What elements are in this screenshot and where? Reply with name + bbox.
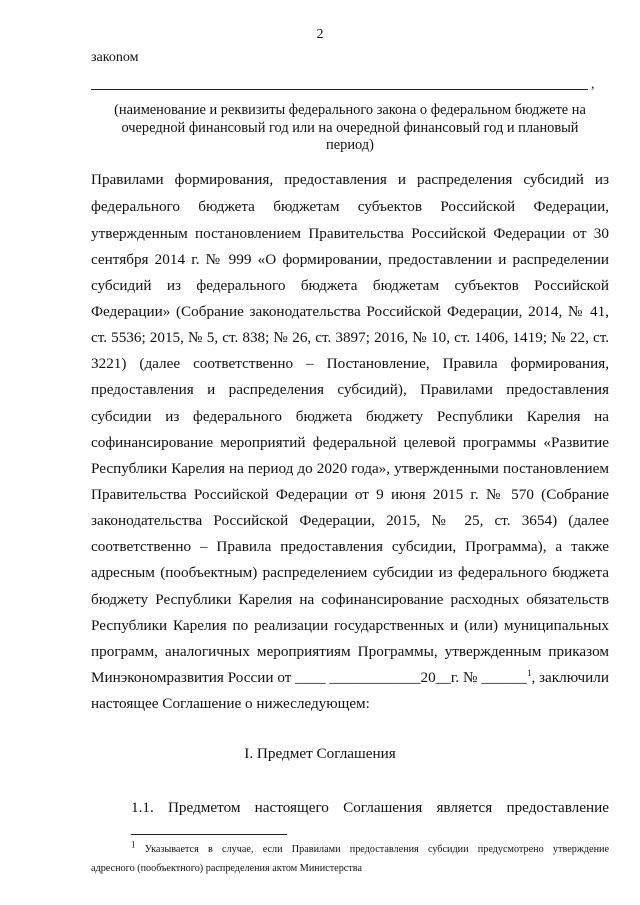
body-line: Правительства Российской Федерации от 9 июня 2015 г. № 570 (Собрание <box>91 486 609 503</box>
order-line-prefix: Минэкономразвития России от ____ ____________20__г. № ______ <box>91 669 527 686</box>
body-line: сентября 2014 г. № 999 «О формировании, предоставлении и распределении <box>91 251 609 268</box>
body-line: 3221) (далее соответственно – Постановление, Правила формирования, <box>91 355 609 372</box>
law-name-caption <box>91 102 609 155</box>
footnote-marker: 1 <box>131 839 136 850</box>
blank-line-comma: , <box>591 77 595 92</box>
footnote-reference: 1 <box>526 667 532 678</box>
footnote-text: Указывается в случае, если Правилами предоставления субсидии предусмотрено утверждение <box>144 844 609 855</box>
page-number: 2 <box>316 27 324 42</box>
section-heading: I. Предмет Соглашения <box>244 745 396 762</box>
body-line: субсидии из федерального бюджета бюджету Республики Карелия на <box>91 408 609 425</box>
body-line: Правилами формирования, предоставления и распределения субсидий из <box>91 171 609 188</box>
order-line <box>91 669 609 687</box>
body-line: программ, аналогичных мероприятиям Программы, утвержденным приказом <box>91 643 609 660</box>
footnote-separator <box>131 834 287 835</box>
order-line-suffix: , заключили <box>531 669 609 686</box>
body-line: ст. 5536; 2015, № 5, ст. 838; № 26, ст. 3897; 2016, № 10, ст. 1406, 1419; № 22, ст. <box>91 329 609 346</box>
law-name-blank-line <box>91 89 588 90</box>
body-line: Республики Карелия на период до 2020 года», утвержденными постановлением <box>91 460 609 477</box>
body-line: законодательства Российской Федерации, 2015, № 25, ст. 3654) (далее <box>91 512 609 529</box>
body-line: софинансирование мероприятий федеральной целевой программы «Развитие <box>91 434 609 451</box>
body-line: Федерации» (Собрание законодательства Российской Федерации, 2014, № 41, <box>91 303 609 320</box>
closing-line: настоящее Соглашение о нижеследующем: <box>91 695 370 712</box>
caption-line: очередной финансовый год или на очередной финансовый год и плановый <box>121 119 579 136</box>
footnote-line: адресного (пообъектного) распределения актом Министерства <box>91 863 362 874</box>
body-line: адресным (пообъектным) распределением субсидии из федерального бюджета <box>91 564 609 581</box>
body-line: Республики Карелия по реализации государственных и (или) муниципальных <box>91 617 609 634</box>
body-line: соответственно – Правила предоставления субсидии, Программа), а также <box>91 538 609 555</box>
header-word: закоnом <box>91 50 139 65</box>
body-line: предоставления и распределения субсидий), Правилами предоставления <box>91 381 609 398</box>
caption-line: (наименование и реквизиты федерального закона о федеральном бюджете на <box>114 102 586 118</box>
caption-line: период) <box>326 137 374 153</box>
body-line: федерального бюджета бюджетам субъектов Российской Федерации, <box>91 198 609 215</box>
clause-line: 1.1. Предметом настоящего Соглашения является предоставление <box>131 799 609 816</box>
body-line: бюджету Республики Карелия на софинансирование расходных обязательств <box>91 591 609 608</box>
footnote-line <box>131 840 609 859</box>
body-line: утвержденным постановлением Правительства Российской Федерации от 30 <box>91 225 609 242</box>
body-line: субсидий из федерального бюджета бюджетам субъектов Российской <box>91 277 609 294</box>
